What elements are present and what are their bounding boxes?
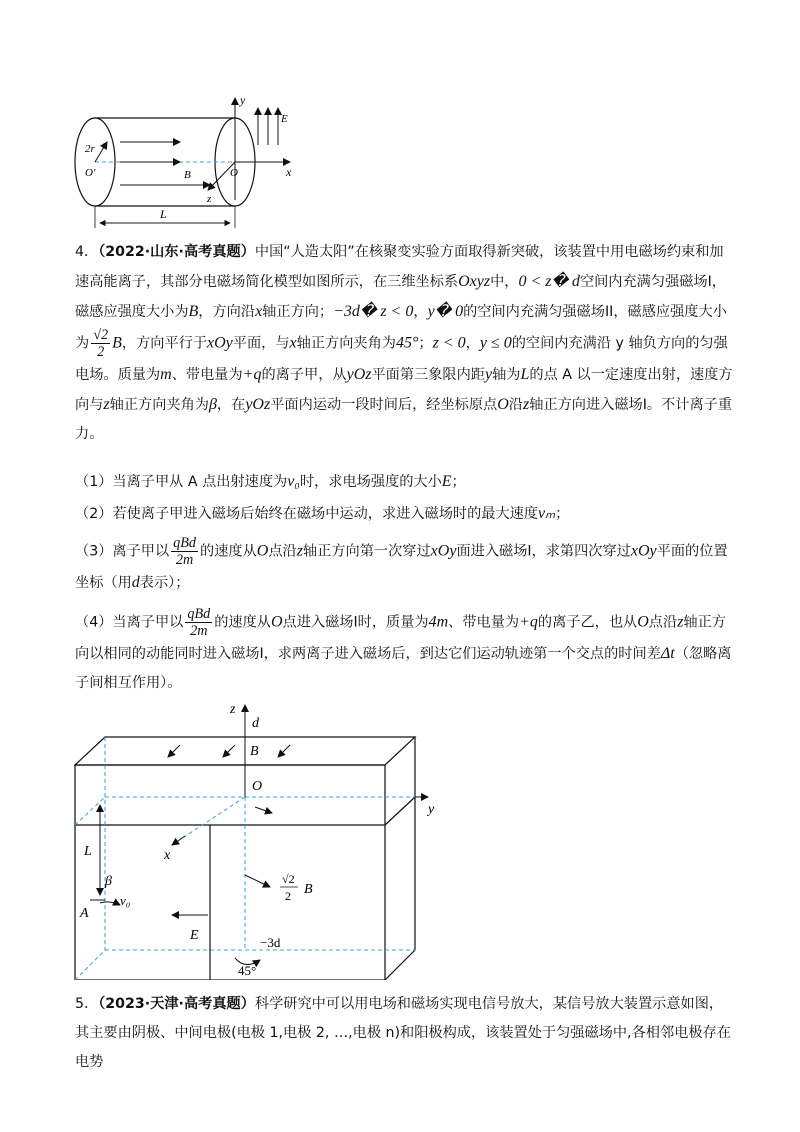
math: 45° bbox=[395, 334, 419, 352]
fig2-label-O: O bbox=[252, 779, 263, 794]
text: 轴正方向进入磁场I。不计离子重力。 bbox=[75, 397, 733, 442]
text: 点进入磁场I时，质量为 bbox=[282, 614, 429, 631]
text: ，方向平行于 bbox=[121, 335, 208, 352]
text: 的速度从 bbox=[200, 543, 257, 560]
math: y� 0 bbox=[427, 303, 464, 320]
math: O bbox=[270, 613, 283, 631]
text: ； bbox=[418, 335, 433, 352]
question-4-sub-3 bbox=[75, 535, 735, 598]
text: 中国“人造太阳”在核聚变实验方面取得新突破，该装置中用电磁场约束和加速高能离子，其部分电磁场简化模型如图所示，在三维坐标系 bbox=[75, 244, 724, 290]
figure-box bbox=[60, 695, 460, 980]
fig2-label-x: x bbox=[164, 848, 171, 863]
frac-num: qBd bbox=[173, 535, 197, 551]
fraction-qBd-over-2m bbox=[185, 606, 212, 639]
math: O bbox=[256, 542, 269, 560]
math: Oxyz bbox=[458, 273, 491, 290]
question-4-sub-2 bbox=[75, 499, 735, 529]
text: 空间内充满匀强磁场I，磁感应强度大小为 bbox=[75, 274, 726, 320]
math: E bbox=[441, 473, 452, 490]
text: 轴正方向夹角为 bbox=[296, 335, 396, 352]
fig1-label-E: E bbox=[281, 113, 288, 125]
fig1-label-2r: 2r bbox=[85, 143, 95, 155]
math: yOz bbox=[245, 396, 271, 413]
question-4-stem bbox=[75, 238, 735, 449]
question-text: 科学研究中可以用电场和磁场实现电信号放大，某信号放大装置示意如图，其主要由阴极、中间电极(电极 1,电极 2, …,电极 n)和阳极构成，该装置处于匀强磁场中,各相邻电极存在电势 bbox=[75, 996, 731, 1070]
math: O bbox=[497, 396, 509, 413]
text: 表示）； bbox=[139, 575, 190, 591]
math: x bbox=[289, 334, 297, 352]
question-source: （2022·山东·高考真题） bbox=[98, 244, 255, 260]
math: 0 < z� d bbox=[518, 273, 580, 290]
text: 轴正方向第一次穿过 bbox=[302, 543, 431, 560]
fig2-label-L: L bbox=[84, 844, 92, 859]
fig2-label-beta: β bbox=[105, 874, 112, 889]
text: ，在 bbox=[216, 397, 246, 413]
question-5-stem bbox=[75, 990, 735, 1077]
math: +q bbox=[519, 613, 538, 631]
text: （忽略离子间相互作用）。 bbox=[75, 646, 732, 691]
fig2-label-45: 45° bbox=[238, 963, 257, 978]
text: 、带电量为 bbox=[171, 367, 243, 383]
frac-den: 2m bbox=[190, 623, 208, 639]
fig2-label-v0: v₀ bbox=[120, 893, 131, 908]
question-number: 5． bbox=[75, 996, 99, 1012]
text: 点沿 bbox=[268, 543, 297, 560]
text: （2）若使离子甲进入磁场后始终在磁场中运动，求进入磁场时的最大速度 bbox=[75, 506, 539, 522]
text: 平面内运动一段时间后，经坐标原点 bbox=[270, 397, 498, 413]
fig1-label-Oprime: O′ bbox=[85, 167, 96, 179]
fig2-label-y: y bbox=[428, 802, 435, 817]
frac-den: 2m bbox=[175, 552, 194, 568]
text: 的点 A 以一定速度出射，速度方向与 bbox=[75, 367, 733, 413]
text: 轴正方向夹角为 bbox=[109, 397, 209, 413]
question-4-sub-4 bbox=[75, 606, 735, 698]
text: ， bbox=[413, 304, 428, 320]
text: ； bbox=[451, 474, 466, 490]
fig2-label-B: B bbox=[250, 744, 259, 759]
frac-num: qBd bbox=[187, 606, 211, 622]
math: B bbox=[112, 334, 122, 352]
math: yOz bbox=[346, 366, 372, 383]
math: z bbox=[103, 396, 110, 413]
frac-den: 2 bbox=[97, 344, 105, 360]
fig2-label-d: d bbox=[252, 716, 259, 731]
fig2-label-frac-den: 2 bbox=[285, 889, 291, 903]
math: z bbox=[677, 613, 684, 631]
text: 的空间内充满匀强磁场II，磁感应强度大小为 bbox=[75, 304, 727, 352]
text: ， bbox=[465, 335, 480, 352]
math: y bbox=[485, 366, 493, 383]
fig1-label-y: y bbox=[240, 93, 246, 107]
text: 轴正方向； bbox=[262, 304, 334, 320]
text: 的离子乙，也从 bbox=[537, 614, 638, 631]
math: O bbox=[637, 613, 649, 631]
fig2-label-m3d: −3d bbox=[260, 935, 281, 950]
text: （3）离子甲以 bbox=[75, 543, 170, 560]
math: −3d� z < 0 bbox=[333, 303, 414, 320]
math: L bbox=[520, 366, 530, 383]
text: 面进入磁场I，求第四次穿过 bbox=[456, 543, 631, 560]
fig2-label-z: z bbox=[230, 702, 236, 717]
text: 的离子甲，从 bbox=[261, 367, 347, 383]
math: z bbox=[296, 542, 303, 560]
fraction-sqrt2-over-2 bbox=[91, 327, 110, 360]
fig1-label-B: B bbox=[184, 169, 191, 181]
text: 沿 bbox=[508, 397, 523, 413]
text: 轴为 bbox=[492, 367, 521, 383]
math: +q bbox=[242, 366, 262, 383]
fig1-label-L: L bbox=[160, 207, 167, 221]
fig1-label-x: x bbox=[286, 165, 292, 179]
fig1-label-z: z bbox=[207, 193, 212, 205]
math: Δt bbox=[660, 645, 675, 662]
math: v₀ bbox=[287, 473, 300, 490]
math: m bbox=[160, 366, 172, 383]
frac-num: √2 bbox=[93, 327, 109, 343]
math: xOy bbox=[430, 542, 457, 560]
math: z < 0 bbox=[432, 334, 466, 352]
math: d bbox=[131, 574, 140, 591]
text: 的空间内充满沿 y 轴负方向的匀强电场。质量为 bbox=[75, 335, 728, 383]
math: x bbox=[255, 303, 263, 320]
math: z bbox=[522, 396, 530, 413]
math: xOy bbox=[207, 334, 233, 352]
math: xOy bbox=[630, 542, 657, 560]
math: y ≤ 0 bbox=[479, 334, 512, 352]
text: 点沿 bbox=[648, 614, 678, 631]
fig2-label-frac-num: √2 bbox=[282, 872, 295, 886]
fig2-label-E: E bbox=[190, 928, 199, 943]
question-4-sub-1 bbox=[75, 467, 735, 497]
text: 平面第三象限内距 bbox=[371, 367, 485, 383]
fraction-qBd-over-2m bbox=[171, 535, 198, 568]
question-number: 4． bbox=[75, 244, 99, 260]
math: B bbox=[188, 303, 199, 320]
text: 轴正方向以相同的动能同时进入磁场I，求两离子进入磁场后，到达它们运动轨迹第一个交点的时间差 bbox=[75, 614, 726, 662]
math: vₘ bbox=[538, 505, 556, 522]
text: ，方向沿 bbox=[198, 304, 256, 320]
text: （4）当离子甲以 bbox=[75, 614, 184, 631]
question-source: （2023·天津·高考真题） bbox=[98, 996, 255, 1012]
text: ； bbox=[555, 506, 570, 522]
text: 时，求电场强度的大小 bbox=[299, 474, 442, 490]
math: 4m bbox=[428, 613, 449, 631]
fig2-label-A: A bbox=[80, 906, 89, 921]
text: 的速度从 bbox=[214, 614, 271, 631]
text: 中， bbox=[490, 274, 519, 290]
figure-cylinder bbox=[60, 90, 320, 240]
math: β bbox=[208, 396, 217, 413]
text: 平面的位置坐标（用 bbox=[75, 543, 728, 591]
text: 平面，与 bbox=[232, 335, 290, 352]
text: （1）当离子甲从 A 点出射速度为 bbox=[75, 474, 288, 490]
fig2-label-B2: B bbox=[304, 882, 313, 897]
text: 、带电量为 bbox=[448, 614, 520, 631]
fig1-label-O: O bbox=[230, 167, 238, 179]
